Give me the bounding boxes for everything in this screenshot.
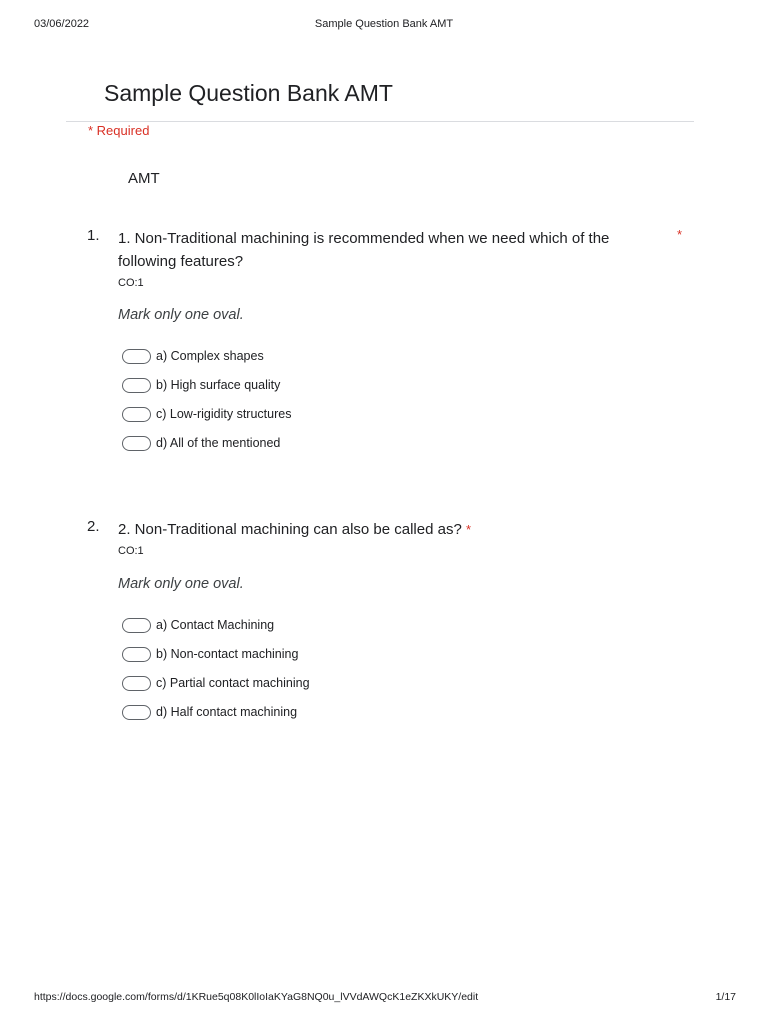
radio-oval-icon[interactable] (122, 349, 151, 364)
radio-oval-icon[interactable] (122, 436, 151, 451)
print-header-date: 03/06/2022 (34, 18, 90, 30)
title-divider (66, 121, 694, 122)
option-label: b) High surface quality (156, 378, 281, 392)
option-label: d) Half contact machining (156, 705, 298, 719)
question-description: CO:1 (118, 277, 144, 289)
radio-oval-icon[interactable] (122, 378, 151, 393)
radio-option[interactable] (122, 346, 264, 366)
question-text: 1. Non-Traditional machining is recommended when we need which of the following features? (118, 230, 610, 270)
radio-oval-icon[interactable] (122, 407, 151, 422)
radio-oval-icon[interactable] (122, 705, 151, 720)
radio-option[interactable] (122, 702, 297, 722)
required-note: * Required (88, 123, 150, 138)
radio-oval-icon[interactable] (122, 647, 151, 662)
radio-option[interactable] (122, 644, 298, 664)
question-text-content: 2. Non-Traditional machining can also be called as? (118, 521, 462, 538)
option-label: c) Partial contact machining (156, 676, 310, 690)
option-label: a) Complex shapes (156, 349, 264, 363)
radio-option[interactable] (122, 615, 274, 635)
print-footer-url: https://docs.google.com/forms/d/1KRue5q08K0lIoIaKYaG8NQ0u_lVVdAWQcK1eZKXkUKY/edit (34, 991, 479, 1003)
question-description: CO:1 (118, 545, 144, 557)
required-asterisk: * (465, 522, 472, 537)
print-header-title: Sample Question Bank AMT (314, 18, 454, 30)
section-title: AMT (128, 170, 160, 187)
option-label: d) All of the mentioned (156, 436, 281, 450)
radio-oval-icon[interactable] (122, 676, 151, 691)
form-title: Sample Question Bank AMT (104, 80, 393, 106)
radio-option[interactable] (122, 673, 310, 693)
option-label: c) Low-rigidity structures (156, 407, 292, 421)
question-text (118, 518, 658, 541)
radio-option[interactable] (122, 375, 280, 395)
radio-option[interactable] (122, 404, 291, 424)
print-footer-page-number: 1/17 (715, 991, 736, 1003)
radio-oval-icon[interactable] (122, 618, 151, 633)
option-label: b) Non-contact machining (156, 647, 299, 661)
question-instruction: Mark only one oval. (118, 576, 244, 592)
option-label: a) Contact Machining (156, 618, 275, 632)
radio-option[interactable] (122, 433, 280, 453)
question-number: 1. (87, 227, 100, 244)
question-number: 2. (87, 518, 100, 535)
required-asterisk: * (677, 227, 683, 242)
question-instruction: Mark only one oval. (118, 307, 244, 323)
